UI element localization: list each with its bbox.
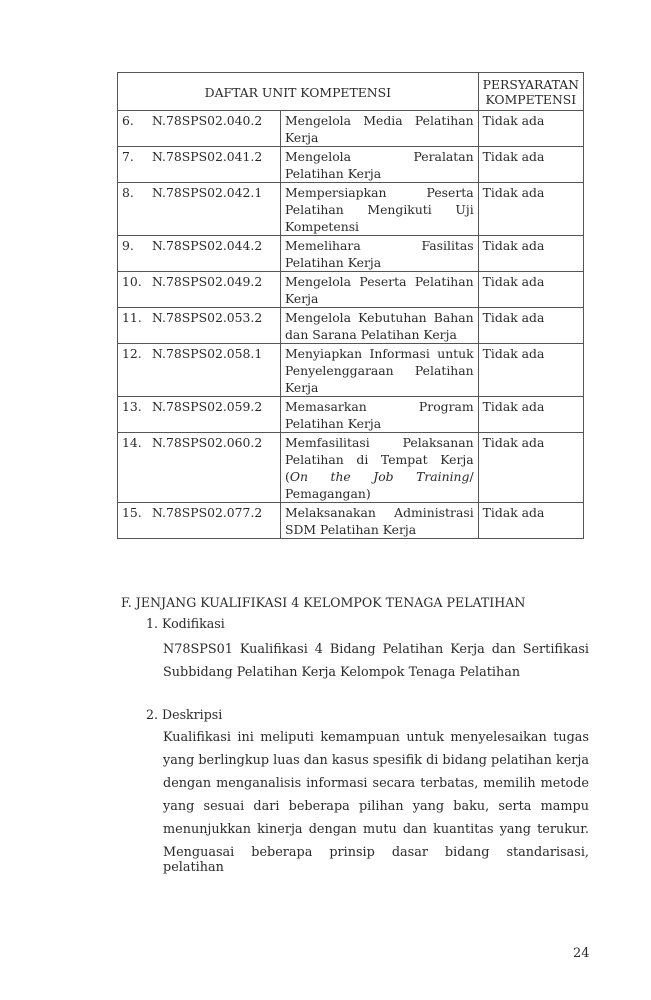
table-row <box>118 344 584 397</box>
table-row <box>118 272 584 308</box>
table-row <box>118 236 584 272</box>
table-row <box>118 111 584 147</box>
requirement: Tidak ada <box>478 397 583 433</box>
table-row <box>118 183 584 236</box>
requirement: Tidak ada <box>478 308 583 344</box>
unit-title-text: Mengelola Media Pelatihan Kerja <box>285 113 474 145</box>
row-number: 6. <box>118 111 149 147</box>
kodifikasi-text <box>163 642 589 688</box>
row-number: 14. <box>118 433 149 503</box>
requirement: Tidak ada <box>478 236 583 272</box>
subsection-kodifikasi-title: 1. Kodifikasi <box>146 616 225 631</box>
unit-code: N.78SPS02.041.2 <box>148 147 281 183</box>
unit-code: N.78SPS02.042.1 <box>148 183 281 236</box>
unit-title-text: Mengelola Kebutuhan Bahan dan Sarana Pelatihan Kerja <box>285 310 474 342</box>
text-line: dengan menganalisis informasi secara terbatas, memilih metode <box>163 776 589 791</box>
text-line: N78SPS01 Kualifikasi 4 Bidang Pelatihan Kerja dan Sertifikasi <box>163 642 589 657</box>
deskripsi-text <box>163 730 589 875</box>
unit-title <box>281 183 479 236</box>
unit-title <box>281 308 479 344</box>
text-line: menunjukkan kinerja dengan mutu dan kuantitas yang terukur. <box>163 822 589 837</box>
unit-title-text: Melaksanakan Administrasi SDM Pelatihan Kerja <box>285 505 474 537</box>
unit-code: N.78SPS02.060.2 <box>148 433 281 503</box>
unit-title <box>281 397 479 433</box>
row-number: 9. <box>118 236 149 272</box>
row-number: 12. <box>118 344 149 397</box>
requirement: Tidak ada <box>478 344 583 397</box>
row-number: 15. <box>118 503 149 539</box>
table-row <box>118 503 584 539</box>
section-heading: F. JENJANG KUALIFIKASI 4 KELOMPOK TENAGA PELATIHAN <box>121 595 526 610</box>
unit-title <box>281 236 479 272</box>
unit-title-text: Memfasilitasi Pelaksanan Pelatihan di Tempat Kerja ( <box>285 435 474 484</box>
row-number: 8. <box>118 183 149 236</box>
table-row <box>118 397 584 433</box>
unit-title-text: Mengelola Peserta Pelatihan Kerja <box>285 274 474 306</box>
header-units: DAFTAR UNIT KOMPETENSI <box>118 73 479 111</box>
unit-title <box>281 503 479 539</box>
unit-code: N.78SPS02.059.2 <box>148 397 281 433</box>
unit-code: N.78SPS02.044.2 <box>148 236 281 272</box>
unit-code: N.78SPS02.040.2 <box>148 111 281 147</box>
subsection-deskripsi-title: 2. Deskripsi <box>146 707 223 722</box>
row-number: 11. <box>118 308 149 344</box>
unit-title-text: Memasarkan Program Pelatihan Kerja <box>285 399 474 431</box>
text-line: Menguasai beberapa prinsip dasar bidang standarisasi, pelatihan <box>163 845 589 875</box>
text-line: Kualifikasi ini meliputi kemampuan untuk menyelesaikan tugas <box>163 730 589 745</box>
unit-code: N.78SPS02.053.2 <box>148 308 281 344</box>
text-line: yang sesuai dari beberapa pilihan yang baku, serta mampu <box>163 799 589 814</box>
requirement: Tidak ada <box>478 433 583 503</box>
unit-title <box>281 272 479 308</box>
text-line: Subbidang Pelatihan Kerja Kelompok Tenaga Pelatihan <box>163 665 521 680</box>
unit-title-text: Mengelola Peralatan Pelatihan Kerja <box>285 149 474 181</box>
row-number: 13. <box>118 397 149 433</box>
unit-title-text: Menyiapkan Informasi untuk Penyelenggaraan Pelatihan Kerja <box>285 346 474 395</box>
text-line: yang berlingkup luas dan kasus spesifik di bidang pelatihan kerja <box>163 753 589 768</box>
table-row <box>118 433 584 503</box>
unit-title-italic: On the Job Training <box>289 469 470 484</box>
requirement: Tidak ada <box>478 147 583 183</box>
requirement: Tidak ada <box>478 111 583 147</box>
unit-title <box>281 344 479 397</box>
unit-title-end: / Pemagangan) <box>285 469 474 501</box>
unit-code: N.78SPS02.049.2 <box>148 272 281 308</box>
table-row <box>118 147 584 183</box>
unit-title <box>281 433 479 503</box>
unit-code: N.78SPS02.077.2 <box>148 503 281 539</box>
competency-table <box>117 72 584 539</box>
table-row <box>118 308 584 344</box>
row-number: 10. <box>118 272 149 308</box>
header-requirements: PERSYARATAN KOMPETENSI <box>478 73 583 111</box>
page-number: 24 <box>573 946 590 961</box>
requirement: Tidak ada <box>478 503 583 539</box>
requirement: Tidak ada <box>478 272 583 308</box>
requirement: Tidak ada <box>478 183 583 236</box>
unit-code: N.78SPS02.058.1 <box>148 344 281 397</box>
unit-title-text: Mempersiapkan Peserta Pelatihan Mengikuti Uji Kompetensi <box>285 185 474 234</box>
row-number: 7. <box>118 147 149 183</box>
unit-title <box>281 111 479 147</box>
unit-title-text: Memelihara Fasilitas Pelatihan Kerja <box>285 238 474 270</box>
unit-title <box>281 147 479 183</box>
